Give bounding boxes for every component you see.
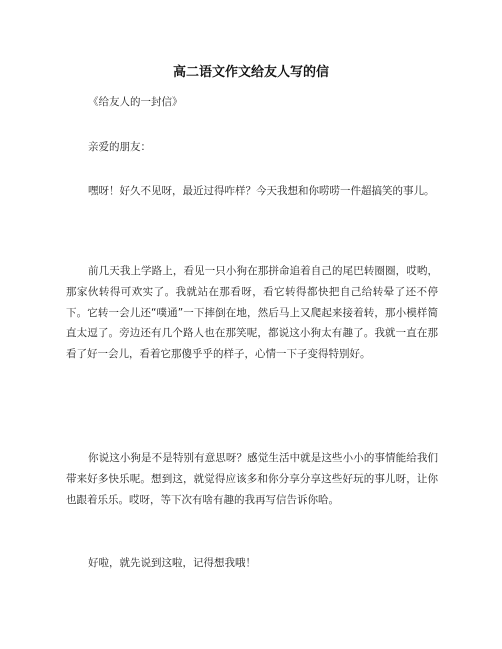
letter-closing: 好啦，就先说到这啦，记得想我哦！: [88, 557, 256, 569]
letter-paragraph-3: 你说这小狗是不是特别有意思呀？感觉生活中就是这些小小的事情能给我们带来好多快乐呢。想到这，就觉得应该多和你分享分享这些好玩的事儿呀，让你也跟着乐乐。哎呀，等下次有啥有趣的我再写信告诉你哈。: [66, 452, 438, 506]
letter-greeting: 亲爱的朋友：: [88, 141, 151, 153]
document-subtitle: 《给友人的一封信》: [88, 96, 183, 108]
document-title: 高二语文作文给友人写的信: [172, 65, 329, 80]
letter-paragraph-2: 前几天我上学路上，看见一只小狗在那拼命追着自己的尾巴转圈圈，哎哟，那家伙转得可欢实了。我就站在那看呀，看它转得都快把自己给转晕了还不停下。它转一会儿还“噗通”一下摔倒在地，然后马上又爬起来接着转，那小模样简直太逗了。旁边还有几个路人也在那笑呢，都说这小狗太有趣了。我就一直在那看了好一会儿，看着它那傻乎乎的样子，心情一下子变得特别好。: [66, 265, 438, 361]
letter-paragraph-1: 嘿呀！好久不见呀，最近过得咋样？今天我想和你唠唠一件超搞笑的事儿。: [88, 185, 435, 197]
